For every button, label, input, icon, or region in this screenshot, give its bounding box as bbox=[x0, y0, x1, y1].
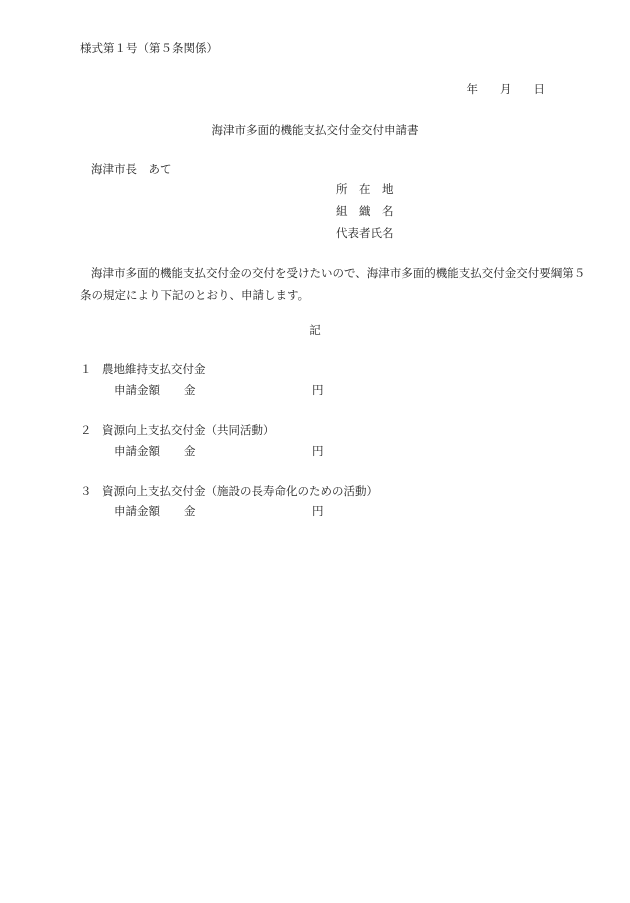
item-1-amount-label: 申請金額 bbox=[114, 383, 160, 397]
item-3-yen: 円 bbox=[312, 504, 324, 518]
item-1-heading bbox=[80, 362, 206, 376]
date-month: 月 bbox=[500, 82, 512, 96]
addressee: 海津市長 あて bbox=[91, 162, 172, 176]
item-2-amount-row bbox=[114, 444, 324, 458]
item-3-amount-label: 申請金額 bbox=[114, 504, 160, 518]
item-1-amount-row bbox=[114, 383, 324, 397]
item-2-kin: 金 bbox=[184, 444, 196, 458]
applicant-address-label: 所 在 地 bbox=[336, 182, 394, 196]
item-3-amount-row bbox=[114, 504, 324, 518]
item-2-yen: 円 bbox=[312, 444, 324, 458]
date-line bbox=[467, 82, 546, 96]
item-1-yen: 円 bbox=[312, 383, 324, 397]
item-2-name: 資源向上支払交付金（共同活動） bbox=[102, 423, 275, 437]
item-3-heading bbox=[80, 484, 378, 498]
item-3-name: 資源向上支払交付金（施設の長寿命化のための活動） bbox=[102, 484, 378, 498]
date-year: 年 bbox=[466, 82, 478, 96]
ki-heading: 記 bbox=[309, 323, 321, 337]
applicant-representative-label: 代表者氏名 bbox=[336, 226, 394, 240]
item-3-kin: 金 bbox=[184, 504, 196, 518]
application-statement: 海津市多面的機能支払交付金の交付を受けたいので、海津市多面的機能支払交付金交付要綱第５条の規定により下記のとおり、申請します。 bbox=[80, 266, 586, 302]
item-1-kin: 金 bbox=[184, 383, 196, 397]
item-1-name: 農地維持支払交付金 bbox=[102, 362, 206, 376]
item-3-number: ３ bbox=[80, 484, 92, 498]
item-2-number: ２ bbox=[80, 423, 92, 437]
item-1-number: １ bbox=[80, 362, 92, 376]
form-number: 様式第１号（第５条関係） bbox=[80, 41, 218, 55]
date-day: 日 bbox=[533, 82, 545, 96]
item-2-amount-label: 申請金額 bbox=[114, 444, 160, 458]
document-title: 海津市多面的機能支払交付金交付申請書 bbox=[211, 123, 419, 137]
applicant-organization-label: 組 織 名 bbox=[336, 204, 394, 218]
item-2-heading bbox=[80, 423, 275, 437]
